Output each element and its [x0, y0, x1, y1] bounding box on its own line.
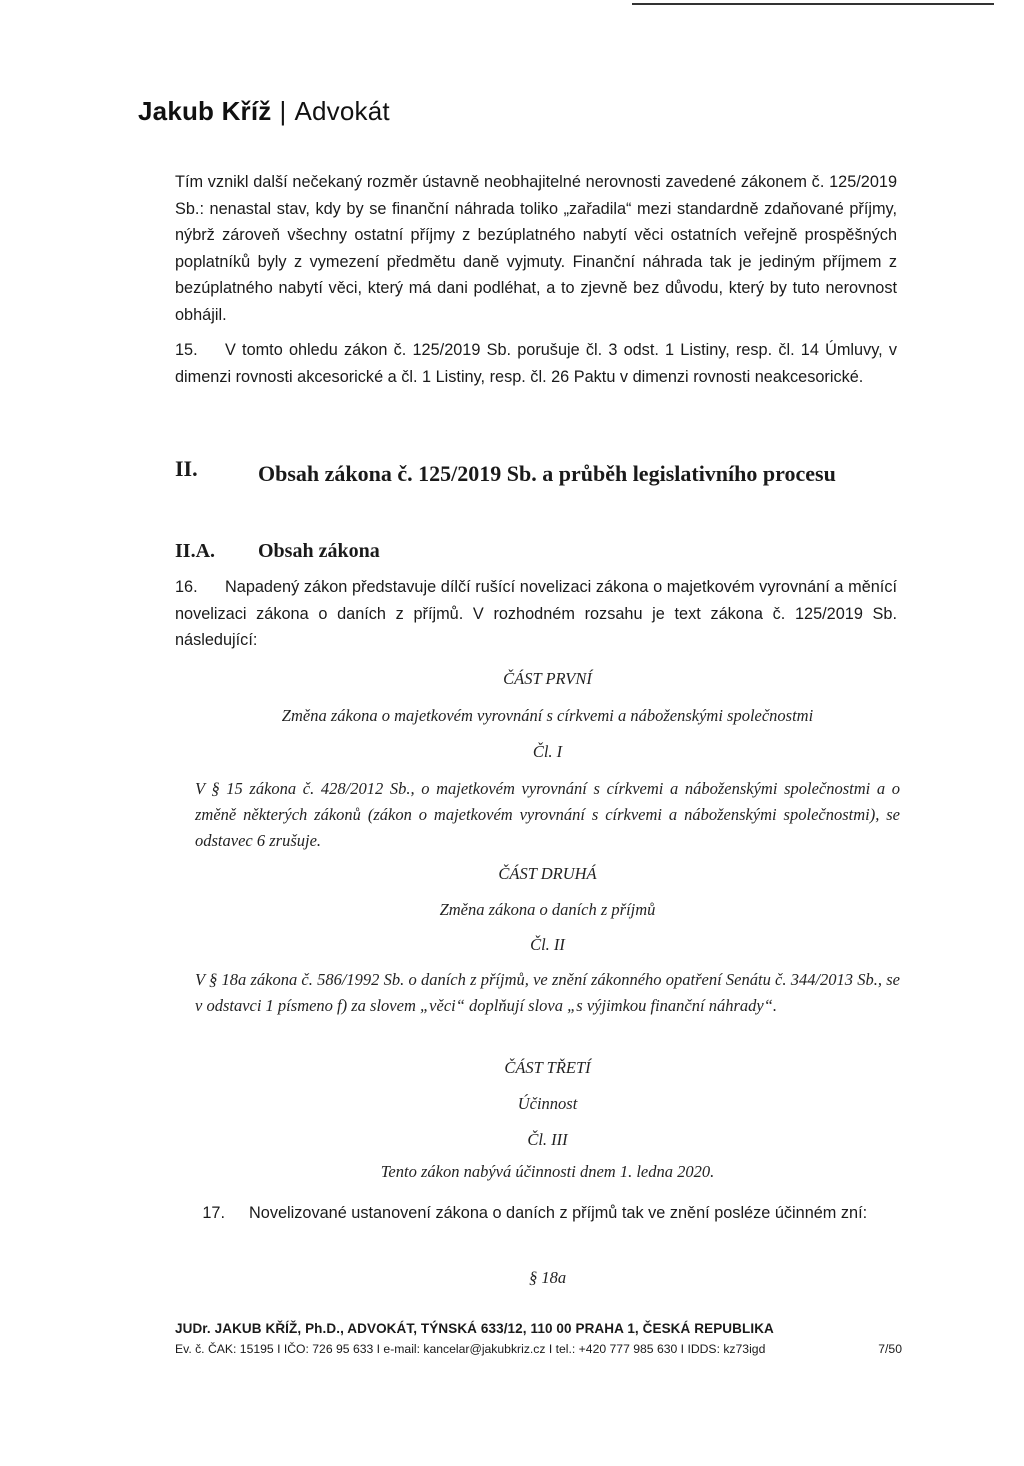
paragraph-intro: Tím vznikl další nečekaný rozměr ústavně neobhajitelné nerovnosti zavedené zákonem č. 125/2019 Sb.: nenastal stav, kdy by se finanční náhrada toliko „zařadila“ mezi standardně zdaňované příjmy, nýbrž zároveň všechny ostatní příjmy z bezúplatného nabytí věci ostatních veřejně prospěšných poplatníků byly z vymezení předmětu daně vyjmuty. Finanční náhrada tak je jediným příjmem z bezúplatného nabytí věci, který má dani podléhat, a to zjevně bez důvodu, který by tuto nerovnost obhájil. — [175, 173, 897, 324]
paragraph-text: Napadený zákon představuje dílčí rušící novelizaci zákona o majetkovém vyrovnání a měnící novelizaci zákona o daních z příjmů. V rozhodném rozsahu je text zákona č. 125/2019 Sb. následující: — [175, 578, 897, 649]
law-article-3: Čl. III — [527, 1130, 568, 1149]
paragraph-text: V tomto ohledu zákon č. 125/2019 Sb. porušuje čl. 3 odst. 1 Listiny, resp. čl. 14 Úmluvy, v dimenzi rovnosti akcesorické a čl. 1 Listiny, resp. čl. 26 Paktu v dimenzi rovnosti neakcesorické. — [175, 341, 897, 386]
letterhead — [138, 96, 390, 127]
heading-2a-text: Obsah zákona — [258, 540, 380, 562]
paragraph-16 — [175, 574, 897, 654]
law-article-2-text: V § 18a zákona č. 586/1992 Sb. o daních z příjmů, ve znění zákonného opatření Senátu č. 344/2013 Sb., se v odstavci 1 písmeno f) za slovem „věci“ doplňují slova „s výjimkou finanční náhrady“. — [195, 970, 900, 1015]
paragraph-number: 17. — [202, 1204, 225, 1222]
footer-address: JUDr. JAKUB KŘÍŽ, Ph.D., ADVOKÁT, TÝNSKÁ 633/12, 110 00 PRAHA 1, ČESKÁ REPUBLIKA — [175, 1321, 774, 1336]
footer-contact-line: Ev. č. ČAK: 15195 I IČO: 726 95 633 I e-mail: kancelar@jakubkriz.cz I tel.: +420 777 985 630 I IDDS: kz73igd — [175, 1342, 766, 1356]
footer-contacts — [175, 1342, 902, 1356]
paragraph-number: 16. — [175, 578, 198, 596]
law-article-2: Čl. II — [530, 935, 565, 954]
paragraph-17 — [175, 1200, 897, 1227]
law-part-2-title: Změna zákona o daních z příjmů — [439, 900, 656, 919]
page-number: 7/50 — [878, 1342, 902, 1356]
letterhead-name: Jakub Kříž — [138, 96, 272, 126]
letterhead-title: Advokát — [294, 96, 390, 126]
law-part-1-title: Změna zákona o majetkovém vyrovnání s církvemi a náboženskými společnostmi — [281, 706, 814, 725]
paragraph-text: Novelizované ustanovení zákona o daních z příjmů tak ve znění posléze účinném zní: — [249, 1204, 868, 1222]
heading-2a-number: II.A. — [175, 540, 216, 562]
law-article-1-text: V § 15 zákona č. 428/2012 Sb., o majetkovém vyrovnání s církvemi a náboženskými společnostmi a o změně některých zákonů (zákon o majetkovém vyrovnání s církvemi a náboženskými společnostmi), se odstavec 6 zrušuje. — [195, 779, 900, 850]
paragraph-15 — [175, 337, 897, 390]
law-article-1: Čl. I — [532, 742, 563, 761]
law-part-2-heading: ČÁST DRUHÁ — [498, 864, 597, 883]
top-rule — [632, 3, 994, 5]
heading-2-number: II. — [175, 456, 198, 481]
law-part-3-heading: ČÁST TŘETÍ — [504, 1058, 591, 1077]
letterhead-separator: | — [279, 96, 287, 126]
law-part-3-title: Účinnost — [517, 1094, 578, 1113]
heading-2-text: Obsah zákona č. 125/2019 Sb. a průběh legislativního procesu — [258, 461, 836, 486]
law-article-3-text: Tento zákon nabývá účinnosti dnem 1. ledna 2020. — [380, 1162, 715, 1181]
law-part-1-heading: ČÁST PRVNÍ — [503, 669, 592, 688]
law-section-18a: § 18a — [528, 1268, 567, 1287]
paragraph-number: 15. — [175, 341, 198, 359]
